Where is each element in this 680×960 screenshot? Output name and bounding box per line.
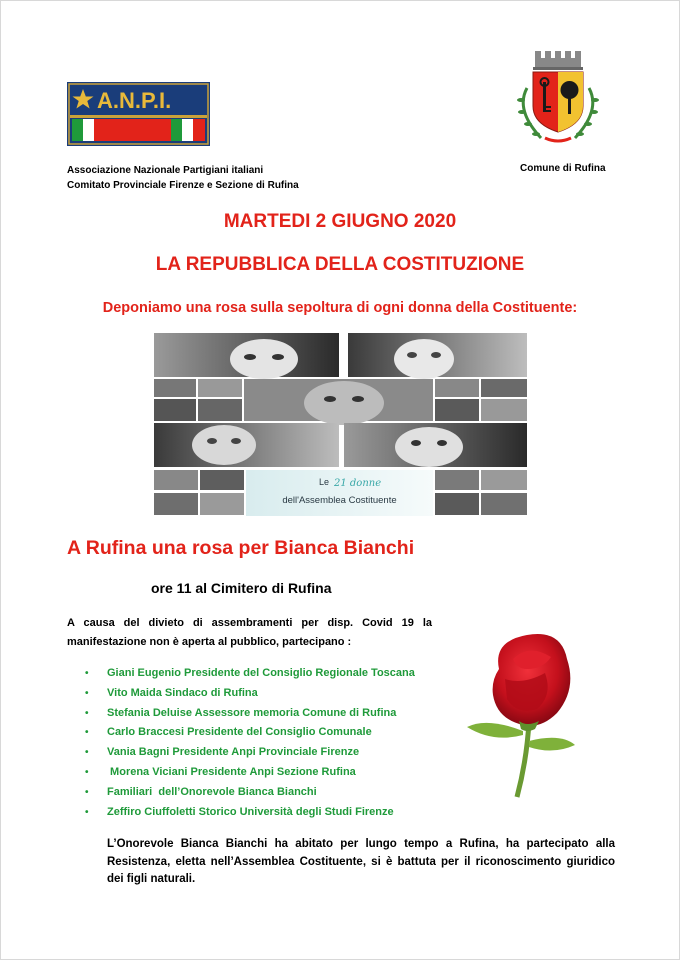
event-subtitle: Deponiamo una rosa sulla sepoltura di ogni donna della Costituente: <box>102 300 578 316</box>
participants-list <box>85 664 415 822</box>
bullet-icon: • <box>85 747 89 759</box>
portrait-photo <box>481 379 527 397</box>
anpi-logo-text: A.N.P.I. <box>97 88 172 113</box>
leaf-icon <box>467 723 523 738</box>
event-title: LA REPUBBLICA DELLA COSTITUZIONE <box>155 254 525 275</box>
coat-of-arms <box>505 48 611 148</box>
ceremony-time: ore 11 al Cimitero di Rufina <box>151 580 332 596</box>
portrait-photo <box>481 470 527 490</box>
list-item: • Vito Maida Sindaco di Rufina <box>85 684 415 704</box>
municipality-name: Comune di Rufina <box>520 163 606 174</box>
bullet-icon: • <box>85 707 89 719</box>
portrait-photo <box>154 470 198 490</box>
portrait-photo <box>198 379 242 397</box>
list-item: • Vania Bagni Presidente Anpi Provinciale Firenze <box>85 743 415 763</box>
list-item: • Familiari dell’Onorevole Bianca Bianchi <box>85 783 415 803</box>
portrait-photo <box>435 470 479 490</box>
collage-caption-box <box>246 470 433 516</box>
bullet-icon: • <box>85 668 89 679</box>
bullet-icon: • <box>85 766 89 778</box>
list-item: • Zeffiro Ciuffoletti Storico Università degli Studi Firenze <box>85 803 415 823</box>
red-rose-image <box>457 629 603 799</box>
rufina-title: A Rufina una rosa per Bianca Bianchi <box>67 537 415 559</box>
list-item: • Carlo Braccesi Presidente del Consiglio Comunale <box>85 723 415 743</box>
portrait-photo <box>435 379 479 397</box>
bullet-icon: • <box>85 786 89 798</box>
organization-header <box>67 163 299 193</box>
portrait-photo <box>154 379 196 397</box>
leaf-icon <box>529 738 575 751</box>
event-date: MARTEDI 2 GIUGNO 2020 <box>223 211 457 232</box>
intro-paragraph: A causa del divieto di assembramenti per disp. Covid 19 la manifestazione non è aperta al pubblico, partecipano : <box>67 617 432 648</box>
organization-committee: Comitato Provinciale Firenze e Sezione di Rufina <box>67 180 299 191</box>
anpi-logo <box>67 82 210 146</box>
italian-flag-stripes <box>72 119 205 141</box>
list-item: • Stefania Deluise Assessore memoria Comune di Rufina <box>85 704 415 724</box>
bullet-icon: • <box>85 687 89 699</box>
bullet-icon: • <box>85 727 89 739</box>
organization-name: Associazione Nazionale Partigiani italiani <box>67 165 264 176</box>
portrait-collage <box>154 333 527 516</box>
list-item: • Morena Viciani Presidente Anpi Sezione Rufina <box>85 763 415 783</box>
svg-text:dell'Assemblea Costituente: dell'Assemblea Costituente <box>282 495 397 506</box>
bio-paragraph: L’Onorevole Bianca Bianchi ha abitato per lungo tempo a Rufina, ha partecipato alla Resistenza, eletta nell’Assemblea Costituente, si è battuta per il riconoscimento giuridico dei figli naturali. <box>107 838 615 885</box>
portrait-photo <box>200 470 244 490</box>
svg-text:21 donne: 21 donne <box>334 478 382 489</box>
crown-icon <box>533 51 583 70</box>
svg-text:Le: Le <box>319 477 330 487</box>
list-item: • Giani Eugenio Presidente del Consiglio Regionale Toscana <box>85 664 415 684</box>
bullet-icon: • <box>85 806 89 818</box>
